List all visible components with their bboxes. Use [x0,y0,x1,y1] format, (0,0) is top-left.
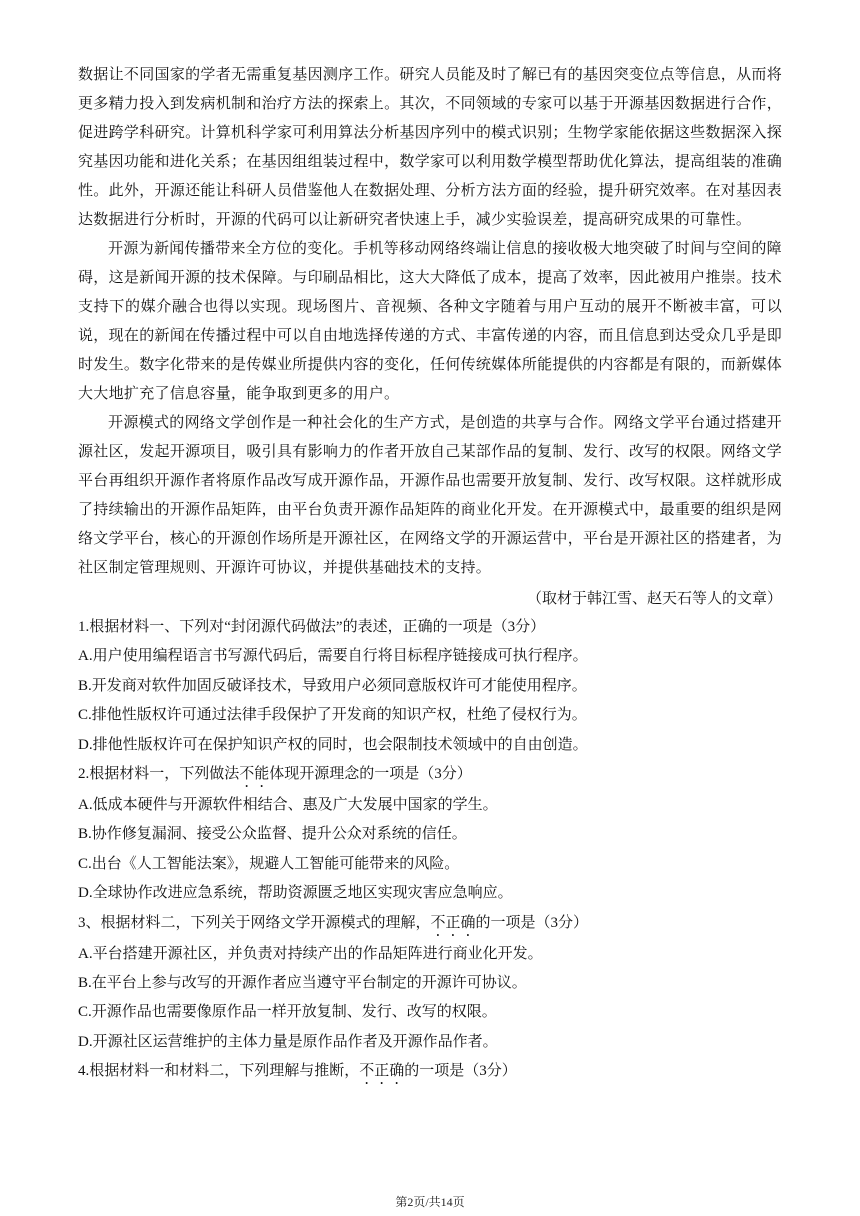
question-4-stem-emphasis: 不正确 [359,1063,405,1080]
question-2-option-c: C.出台《人工智能法案》，规避人工智能可能带来的风险。 [78,855,460,872]
page-footer: 第2页/共14页 [395,1195,465,1209]
question-2-stem [78,760,782,791]
question-3-stem-emphasis: 不正确 [430,914,476,931]
question-4-stem-tail: 的一项是（3分） [404,1063,517,1080]
question-1-option-d: D.排他性版权许可在保护知识产权的同时，也会限制技术领域中的自由创造。 [78,736,588,753]
question-3-option-b: B.在平台上参与改写的开源作者应当遵守平台制定的开源许可协议。 [78,975,527,992]
question-3-stem-tail: 的一项是（3分） [475,914,589,931]
question-2-stem-lead: 2.根据材料一，下列做法 [78,766,240,783]
question-2-option-a: A.低成本硬件与开源软件相结合、惠及广大发展中国家的学生。 [78,797,498,814]
passage-paragraph-2: 开源为新闻传播带来全方位的变化。手机等移动网络终端让信息的接收极大地突破了时间与空间的障碍，这是新闻开源的技术保障。与印刷品相比，这大大降低了成本，提高了效率，因此被用户推崇。技术支持下的媒介融合也得以实现。现场图片、音视频、各种文字随着与用户互动的展开不断被丰富，可以说，现在的新闻在传播过程中可以自由地选择传递的方式、丰富传递的内容，而且信息到达受众几乎是即时发生。数字化带来的是传媒业所提供内容的变化，任何传统媒体所能提供的内容都是有限的，而新媒体大大地扩充了信息容量，能争取到更多的用户。 [78,239,782,402]
question-2-stem-tail: 体现开源理念的一项是（3分） [269,766,472,783]
page-content [78,60,782,1088]
question-3-stem-lead: 3、根据材料二，下列关于网络文学开源模式的理解， [78,914,431,931]
question-3-option-c: C.开源作品也需要像原作品一样开放复制、发行、改写的权限。 [78,1004,497,1021]
question-2-option-d: D.全球协作改进应急系统，帮助资源匮乏地区实现灾害应急响应。 [78,885,513,902]
question-1-option-a: A.用户使用编程语言书写源代码后，需要自行将目标程序链接成可执行程序。 [78,648,588,665]
question-3-option-a: A.平台搭建开源社区，并负责对持续产出的作品矩阵进行商业化开发。 [78,945,543,962]
question-1-option-b: B.开发商对软件加固反破译技术，导致用户必须同意版权许可才能使用程序。 [78,677,587,694]
question-3-stem [78,909,782,940]
question-1-stem-text: 1.根据材料一、下列对“封闭源代码做法”的表述，正确的一项是（3分） [78,619,546,635]
question-3-option-d: D.开源社区运营维护的主体力量是原作品作者及开源作品作者。 [78,1033,498,1050]
question-4-stem-lead: 4.根据材料一和材料二，下列理解与推断， [78,1063,360,1080]
question-2-stem-emphasis: 不能 [239,766,270,783]
question-1-option-c: C.排他性版权许可通过法律手段保护了开发商的知识产权，杜绝了侵权行为。 [78,707,587,724]
passage-paragraph-3: 开源模式的网络文学创作是一种社会化的生产方式，是创造的共享与合作。网络文学平台通过搭建开源社区，发起开源项目，吸引具有影响力的作者开放自己某部作品的复制、发行、改写的权限。网络文学平台再组织开源作者将原作品改写成开源作品，开源作品也需要开放复制、发行、改写权限。这样就形成了持续输出的开源作品矩阵，由平台负责开源作品矩阵的商业化开发。在开源模式中，最重要的组织是网络文学平台，核心的开源创作场所是开源社区，在网络文学的开源运营中，平台是开源社区的搭建者，为社区制定管理规则、开源许可协议，并提供基础技术的支持。 [78,413,782,576]
question-2-option-b: B.协作修复漏洞、接受公众监督、提升公众对系统的信任。 [78,826,467,843]
question-4-stem [78,1057,782,1088]
source-attribution: （取材于韩江雪、赵天石等人的文章） [526,589,782,607]
question-1-stem [78,613,782,642]
passage-paragraph-1: 数据让不同国家的学者无需重复基因测序工作。研究人员能及时了解已有的基因突变位点等信息，从而将更多精力投入到发病机制和治疗方法的探索上。其次，不同领域的专家可以基于开源基因数据进行合作，促进跨学科研究。计算机科学家可利用算法分析基因序列中的模式识别；生物学家能依据这些数据深入探究基因功能和进化关系；在基因组组装过程中，数学家可以利用数学模型帮助优化算法，提高组装的准确性。此外，开源还能让科研人员借鉴他人在数据处理、分析方法方面的经验，提升研究效率。在对基因表达数据进行分析时，开源的代码可以让新研究者快速上手，减少实验误差，提高研究成果的可靠性。 [78,65,782,228]
